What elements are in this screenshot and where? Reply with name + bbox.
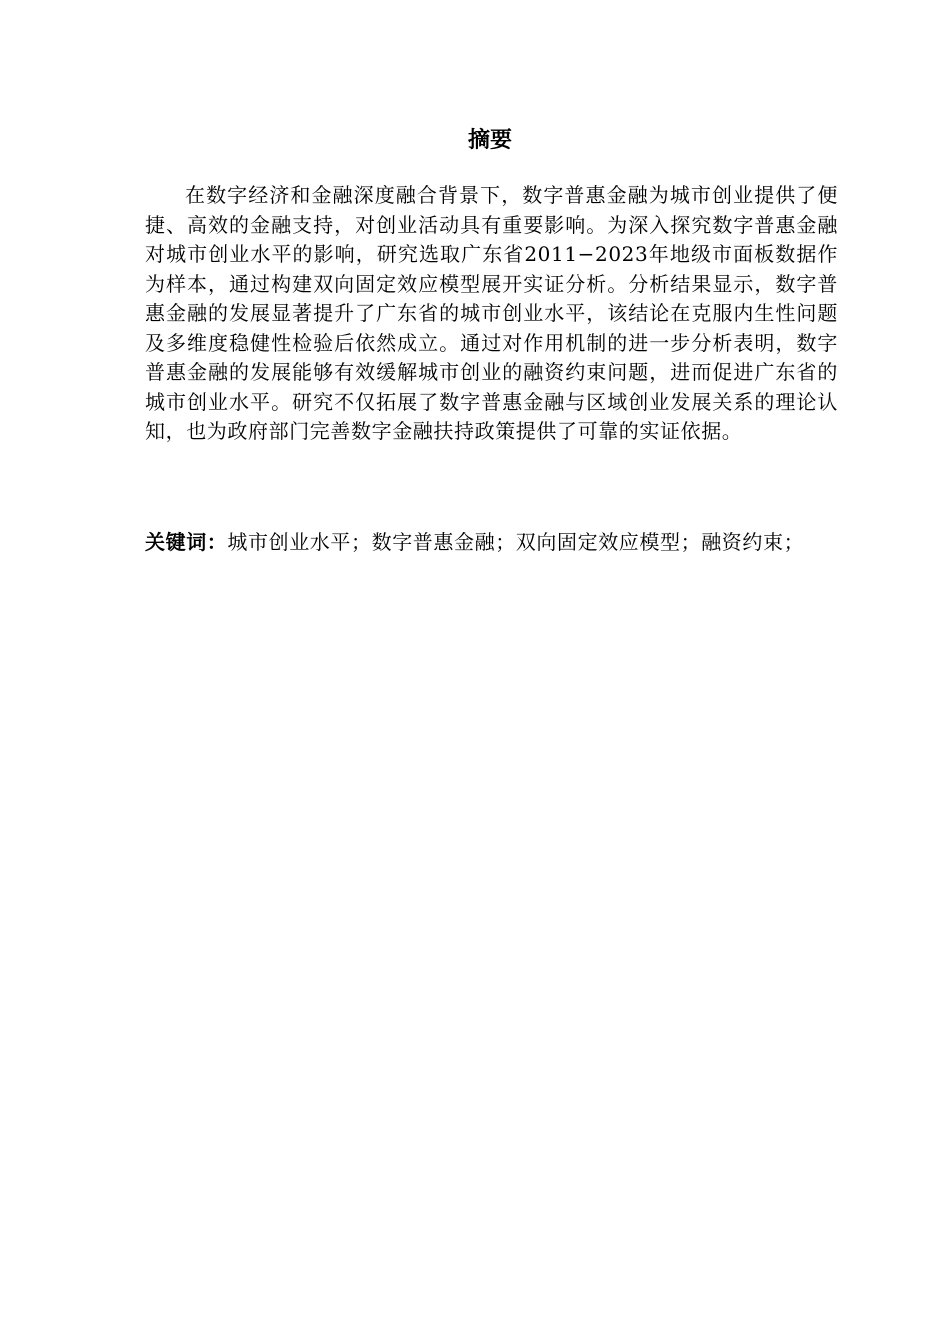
- keywords-line: [145, 528, 838, 558]
- keywords-list: 城市创业水平；数字普惠金融；双向固定效应模型；融资约束；: [227, 530, 805, 554]
- abstract-paragraph: 在数字经济和金融深度融合背景下，数字普惠金融为城市创业提供了便捷、高效的金融支持，对创业活动具有重要影响。为深入探究数字普惠金融对城市创业水平的影响，研究选取广东省2011−2023年地级市面板数据作为样本，通过构建双向固定效应模型展开实证分析。分析结果显示，数字普惠金融的发展显著提升了广东省的城市创业水平，该结论在克服内生性问题及多维度稳健性检验后依然成立。通过对作用机制的进一步分析表明，数字普惠金融的发展能够有效缓解城市创业的融资约束问题，进而促进广东省的城市创业水平。研究不仅拓展了数字普惠金融与区域创业发展关系的理论认知，也为政府部门完善数字金融扶持政策提供了可靠的实证依据。: [145, 183, 838, 443]
- abstract-title: 摘要: [467, 128, 512, 153]
- keywords-label: 关键词：: [145, 530, 228, 554]
